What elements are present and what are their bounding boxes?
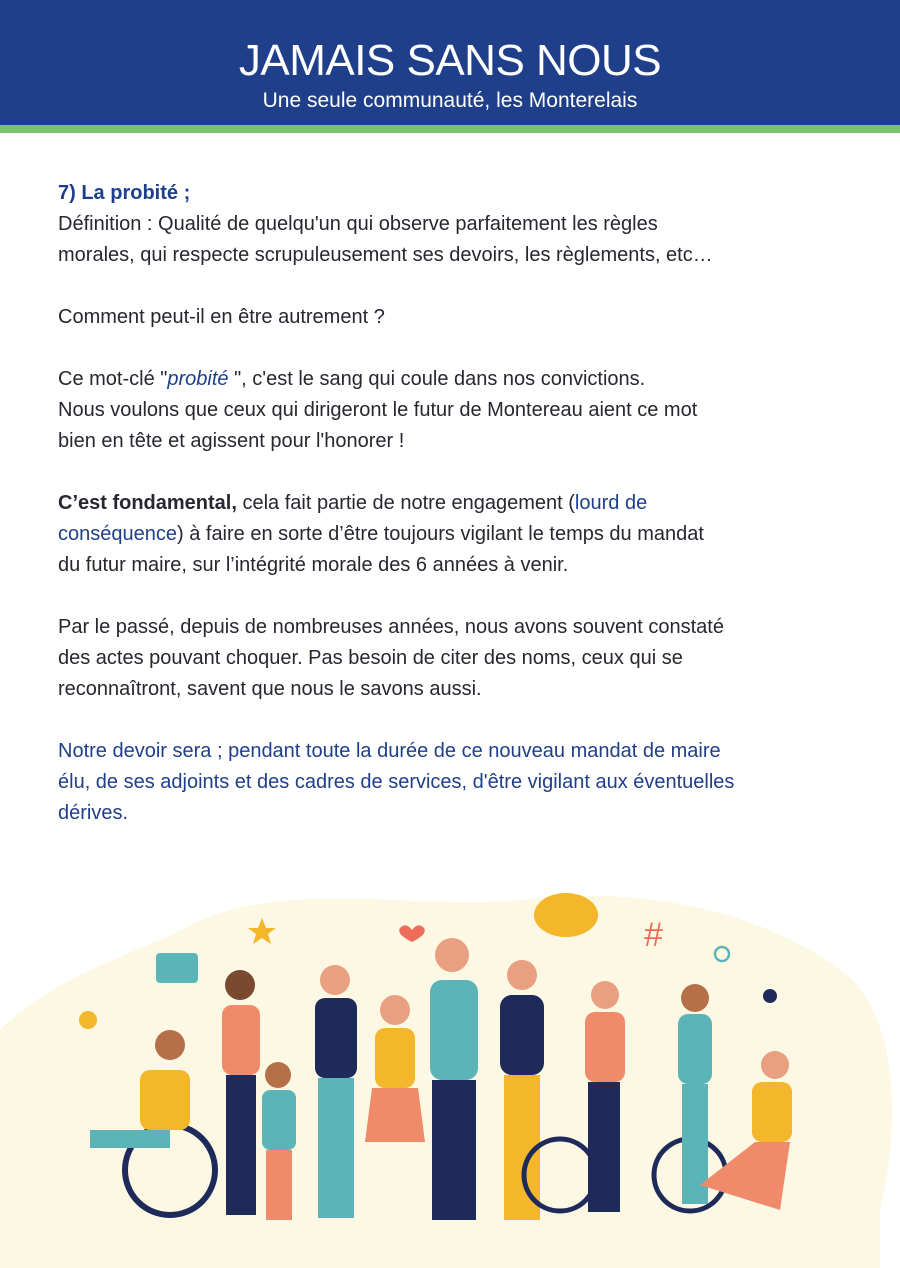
highlight-text: conséquence (58, 523, 177, 545)
speech-bubble-icon (534, 893, 598, 937)
text: ) à faire en sorte d’être toujours vigilant le temps du mandat (176, 523, 704, 545)
paragraph-line: élu, de ses adjoints et des cadres de services, d'être vigilant aux éventuelles (58, 771, 735, 793)
person (315, 965, 357, 1218)
text: cela fait partie de notre engagement ( (236, 492, 575, 514)
paragraph-line: du futur maire, sur l’intégrité morale des 6 années à venir. (58, 554, 569, 576)
paragraph-line: Notre devoir sera ; pendant toute la durée de ce nouveau mandat de maire (58, 740, 721, 762)
person (678, 984, 712, 1204)
person (222, 970, 260, 1215)
paragraph-line: dérives. (58, 802, 129, 824)
page-title: JAMAIS SANS NOUS (238, 36, 662, 85)
paragraph-line (58, 488, 878, 519)
hashtag-icon: # (644, 916, 663, 954)
highlight-text: lourd de (574, 492, 648, 514)
section-heading: 7) La probité ; (58, 182, 191, 204)
sun-icon (763, 989, 777, 1003)
question-text: Comment peut-il en être autrement ? (58, 306, 385, 328)
paragraph-line (58, 519, 878, 550)
text: ", c'est le sang qui coule dans nos convictions. (228, 368, 646, 390)
paragraph-line: Nous voulons que ceux qui dirigeront le futur de Montereau aient ce mot (58, 399, 698, 421)
keyword: probité (167, 368, 229, 390)
header-divider (0, 125, 900, 133)
definition-line: Définition : Qualité de quelqu'un qui observe parfaitement les règles (58, 213, 658, 235)
paragraph-line: Par le passé, depuis de nombreuses années, nous avons souvent constaté (58, 616, 724, 638)
lightbulb-icon (79, 1011, 97, 1029)
paragraph-line: des actes pouvant choquer. Pas besoin de citer des noms, ceux qui se (58, 647, 683, 669)
text: Ce mot-clé " (58, 368, 168, 390)
section-content (58, 178, 878, 829)
paragraph-line (58, 364, 878, 395)
thumbs-up-bubble-icon (156, 953, 198, 983)
bold-lead: C’est fondamental, (58, 492, 237, 514)
community-illustration (0, 880, 900, 1268)
definition-line: morales, qui respecte scrupuleusement ses devoirs, les règlements, etc… (58, 244, 713, 266)
page-subtitle: Une seule communauté, les Monterelais (262, 89, 638, 112)
paragraph-line: bien en tête et agissent pour l'honorer ! (58, 430, 405, 452)
header-banner (0, 0, 900, 125)
paragraph-line: reconnaîtront, savent que nous le savons aussi. (58, 678, 482, 700)
